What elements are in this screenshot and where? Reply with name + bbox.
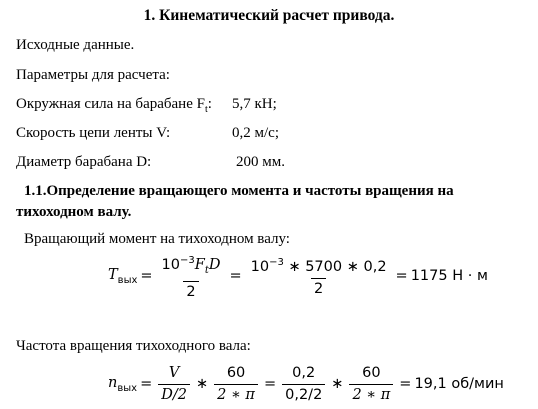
speed-lhs: $n_{вых}$: [108, 374, 138, 394]
params-heading: Параметры для расчета:: [16, 67, 170, 83]
param-label: Окружная сила на барабане $F_t$:: [16, 96, 212, 115]
param-row-force: [16, 96, 416, 115]
param-value: 5,7 кН;: [232, 96, 277, 112]
param-value: 0,2 м/с;: [232, 125, 279, 141]
param-row-diameter: [16, 154, 416, 171]
speed-fraction-1: $\frac{V}{D/2}$: [158, 364, 190, 405]
section-title: 1. Кинематический расчет привода.: [143, 7, 395, 24]
torque-formula: $T_{вых}$ = $\frac{10^{-3}F_tD}{2}$ = $\frac{10^{-3} ∗ 5700 ∗ 0,2}{2}$ = 1175 Н · м: [108, 252, 488, 300]
speed-fraction-3: $\frac{0,2}{0,2/2}$: [282, 364, 325, 405]
subsection-title-line1: 1.1.Определение вращающего момента и частоты вращения на: [24, 183, 454, 199]
subsection-title-line2: тихоходном валу.: [16, 204, 132, 220]
speed-formula: $n_{вых}$ = $\frac{V}{D/2}$ ∗ $\frac{60}{2 ∗ \pi}$ = $\frac{0,2}{0,2/2}$ ∗ $\frac{60}{2 ∗ \pi}$ = 19,1 об/мин: [108, 364, 504, 403]
torque-lhs: $T_{вых}$: [108, 266, 138, 286]
param-row-speed: [16, 125, 416, 142]
param-value: 200 мм.: [236, 154, 285, 170]
initial-data-heading: Исходные данные.: [16, 37, 135, 53]
param-label: Скорость цепи ленты V:: [16, 125, 171, 141]
torque-result: 1175 Н · м: [410, 268, 488, 284]
torque-caption: Вращающий момент на тихоходном валу:: [24, 231, 290, 247]
subsection-title: [16, 181, 454, 223]
torque-fraction-numeric: $\frac{10^{-3} ∗ 5700 ∗ 0,2}{2}$: [250, 257, 387, 297]
speed-caption: Частота вращения тихоходного вала:: [16, 338, 251, 354]
torque-fraction-symbolic: $\frac{10^{-3}F_tD}{2}$: [161, 254, 221, 300]
speed-result: 19,1 об/мин: [414, 376, 504, 392]
param-label: Диаметр барабана D:: [16, 154, 152, 170]
speed-fraction-2: $\frac{60}{2 ∗ \pi}$: [214, 364, 258, 405]
speed-fraction-4: $\frac{60}{2 ∗ \pi}$: [349, 364, 393, 405]
